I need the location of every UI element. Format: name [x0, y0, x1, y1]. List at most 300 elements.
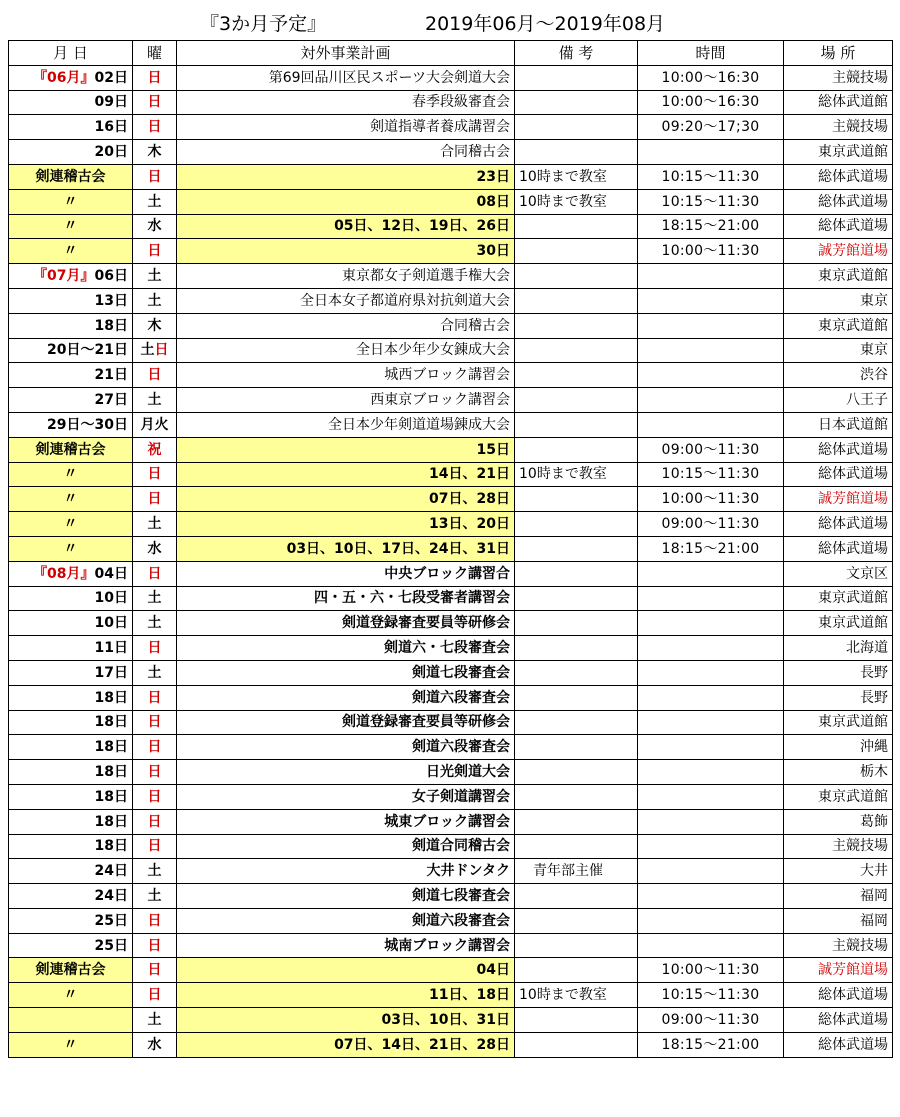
weekday-cell: [133, 338, 177, 363]
date-cell: [9, 65, 133, 90]
place-cell: 福岡: [784, 908, 893, 933]
time-cell: [638, 561, 784, 586]
note-cell: [515, 735, 638, 760]
weekday-label: 土: [147, 887, 162, 904]
date-cell: [9, 214, 133, 239]
date-label: 25日: [94, 912, 128, 929]
event-cell: 07日、28日: [177, 487, 515, 512]
time-cell: 10:00～11:30: [638, 958, 784, 983]
table-row: [9, 288, 893, 313]
weekday-cell: [133, 288, 177, 313]
table-row: [9, 412, 893, 437]
place-cell: 総体武道場: [784, 189, 893, 214]
date-label: 20日: [94, 144, 128, 161]
month-label: 『06月』: [33, 69, 95, 86]
date-label: 27日: [94, 392, 128, 409]
note-cell: [515, 611, 638, 636]
time-cell: [638, 834, 784, 859]
weekday-cell: [133, 90, 177, 115]
weekday-label: 祝: [147, 441, 162, 458]
date-label: 25日: [94, 937, 128, 954]
place-cell: 総体武道場: [784, 1008, 893, 1033]
note-cell: [515, 809, 638, 834]
date-cell: [9, 264, 133, 289]
weekday-cell: [133, 1032, 177, 1057]
event-cell: 女子剣道講習会: [177, 784, 515, 809]
note-cell: [515, 214, 638, 239]
place-cell: 主競技場: [784, 115, 893, 140]
table-row: [9, 859, 893, 884]
place-cell: 東京: [784, 288, 893, 313]
table-row: [9, 1032, 893, 1057]
weekday-label: 日: [147, 243, 162, 260]
event-cell: 城西ブロック講習会: [177, 363, 515, 388]
weekday-label: 日: [147, 69, 162, 86]
note-cell: [515, 288, 638, 313]
note-cell: [515, 437, 638, 462]
weekday-cell: [133, 685, 177, 710]
time-cell: 09:20～17;30: [638, 115, 784, 140]
date-label: 18日: [94, 714, 128, 731]
place-cell: 総体武道場: [784, 536, 893, 561]
place-cell: 葛飾: [784, 809, 893, 834]
note-cell: [515, 363, 638, 388]
weekday-label: 日: [154, 342, 169, 359]
date-cell: [9, 512, 133, 537]
event-cell: 合同稽古会: [177, 140, 515, 165]
table-row: [9, 487, 893, 512]
note-cell: [515, 536, 638, 561]
place-cell: 東京武道館: [784, 611, 893, 636]
event-cell: 春季段級審査会: [177, 90, 515, 115]
date-label: 18日: [94, 739, 128, 756]
weekday-label: 日: [147, 168, 162, 185]
date-label: 18日: [94, 813, 128, 830]
weekday-cell: [133, 908, 177, 933]
date-cell: [9, 760, 133, 785]
note-cell: [515, 884, 638, 909]
date-cell: [9, 660, 133, 685]
schedule-body: [9, 65, 893, 1057]
table-row: [9, 164, 893, 189]
time-cell: [638, 636, 784, 661]
time-cell: [638, 611, 784, 636]
date-label: 02日: [94, 69, 128, 86]
time-cell: [638, 660, 784, 685]
event-cell: 東京都女子剣道選手権大会: [177, 264, 515, 289]
weekday-label: 土: [140, 342, 155, 359]
note-cell: [515, 660, 638, 685]
time-cell: 18:15～21:00: [638, 536, 784, 561]
date-cell: [9, 239, 133, 264]
time-cell: 10:15～11:30: [638, 462, 784, 487]
weekday-cell: [133, 735, 177, 760]
date-cell: [9, 363, 133, 388]
time-cell: 10:00～16:30: [638, 65, 784, 90]
event-cell: 大井ドンタク: [177, 859, 515, 884]
weekday-cell: [133, 189, 177, 214]
time-cell: [638, 760, 784, 785]
date-label: 18日: [94, 764, 128, 780]
date-cell: [9, 983, 133, 1008]
date-label: 24日: [94, 887, 128, 904]
weekday-cell: [133, 140, 177, 165]
date-label: 〃: [63, 218, 78, 235]
weekday-label: 日: [147, 367, 162, 384]
note-cell: [515, 561, 638, 586]
weekday-cell: [133, 884, 177, 909]
weekday-cell: [133, 214, 177, 239]
weekday-cell: [133, 462, 177, 487]
date-cell: [9, 412, 133, 437]
weekday-label: 水: [147, 540, 162, 557]
note-cell: [515, 636, 638, 661]
date-cell: [9, 437, 133, 462]
date-label: 剣連稽古会: [35, 441, 106, 458]
event-cell: 全日本少年少女錬成大会: [177, 338, 515, 363]
note-cell: [515, 1032, 638, 1057]
place-cell: 総体武道場: [784, 1032, 893, 1057]
event-cell: 剣道登録審査要員等研修会: [177, 611, 515, 636]
place-cell: 栃木: [784, 760, 893, 785]
header-note: 備 考: [515, 41, 638, 66]
date-cell: [9, 288, 133, 313]
time-cell: [638, 140, 784, 165]
note-cell: [515, 90, 638, 115]
schedule-range: 2019年06月～2019年08月: [425, 13, 666, 35]
header-date: 月 日: [9, 41, 133, 66]
date-label: 09日: [94, 94, 128, 111]
table-row: [9, 784, 893, 809]
weekday-label: 日: [147, 466, 162, 483]
table-row: [9, 189, 893, 214]
weekday-cell: [133, 164, 177, 189]
event-cell: 四・五・六・七段受審者講習会: [177, 586, 515, 611]
place-cell: 沖縄: [784, 735, 893, 760]
weekday-cell: [133, 611, 177, 636]
weekday-label: 日: [147, 788, 162, 805]
table-row: [9, 264, 893, 289]
note-cell: 10時まで教室: [515, 164, 638, 189]
time-cell: 18:15～21:00: [638, 214, 784, 239]
time-cell: [638, 685, 784, 710]
date-cell: [9, 933, 133, 958]
note-cell: [515, 264, 638, 289]
event-cell: 剣道六段審査会: [177, 908, 515, 933]
time-cell: 09:00～11:30: [638, 512, 784, 537]
weekday-label: 土: [147, 193, 162, 210]
event-cell: 中央ブロック講習合: [177, 561, 515, 586]
weekday-label: 日: [147, 912, 162, 929]
weekday-cell: [133, 1008, 177, 1033]
event-cell: 14日、21日: [177, 462, 515, 487]
event-cell: 08日: [177, 189, 515, 214]
weekday-label: 土: [147, 292, 162, 309]
date-cell: [9, 1032, 133, 1057]
weekday-label: 月火: [140, 416, 169, 433]
table-row: [9, 115, 893, 140]
table-row: [9, 388, 893, 413]
table-row: [9, 958, 893, 983]
note-cell: [515, 313, 638, 338]
event-cell: 05日、12日、19日、26日: [177, 214, 515, 239]
time-cell: 18:15～21:00: [638, 1032, 784, 1057]
place-cell: 北海道: [784, 636, 893, 661]
weekday-label: 日: [147, 813, 162, 830]
date-cell: [9, 809, 133, 834]
weekday-label: 日: [147, 640, 162, 657]
date-label: 13日: [94, 292, 128, 309]
place-cell: 東京: [784, 338, 893, 363]
weekday-cell: [133, 412, 177, 437]
event-cell: 剣道七段審査会: [177, 884, 515, 909]
time-cell: [638, 908, 784, 933]
event-cell: 23日: [177, 164, 515, 189]
weekday-cell: [133, 115, 177, 140]
table-row: [9, 933, 893, 958]
weekday-cell: [133, 239, 177, 264]
time-cell: [638, 735, 784, 760]
date-cell: [9, 140, 133, 165]
date-label: 04日: [94, 565, 128, 582]
weekday-label: 水: [147, 218, 162, 235]
table-row: [9, 834, 893, 859]
event-cell: 城南ブロック講習会: [177, 933, 515, 958]
place-cell: 日本武道館: [784, 412, 893, 437]
time-cell: 10:15～11:30: [638, 189, 784, 214]
date-label: 〃: [63, 243, 78, 260]
event-cell: 13日、20日: [177, 512, 515, 537]
date-cell: [9, 338, 133, 363]
weekday-cell: [133, 536, 177, 561]
date-label: 18日: [94, 838, 128, 855]
table-row: [9, 140, 893, 165]
table-row: [9, 536, 893, 561]
date-cell: [9, 189, 133, 214]
event-cell: 剣道六段審査会: [177, 735, 515, 760]
time-cell: [638, 933, 784, 958]
weekday-label: 木: [147, 317, 162, 334]
date-label: 〃: [63, 466, 78, 483]
table-row: [9, 363, 893, 388]
note-cell: [515, 958, 638, 983]
weekday-cell: [133, 958, 177, 983]
table-row: [9, 338, 893, 363]
time-cell: 10:00～11:30: [638, 239, 784, 264]
place-cell: 総体武道場: [784, 462, 893, 487]
event-cell: 11日、18日: [177, 983, 515, 1008]
note-cell: [515, 784, 638, 809]
date-label: 18日: [94, 317, 128, 334]
event-cell: 第69回品川区民スポーツ大会剣道大会: [177, 65, 515, 90]
schedule-title: 『3か月予定』: [200, 13, 327, 35]
table-row: [9, 809, 893, 834]
note-cell: [515, 760, 638, 785]
table-row: [9, 735, 893, 760]
weekday-label: 木: [147, 144, 162, 161]
note-cell: 10時まで教室: [515, 462, 638, 487]
table-row: [9, 313, 893, 338]
time-cell: [638, 809, 784, 834]
date-label: 24日: [94, 863, 128, 880]
weekday-label: 日: [147, 764, 162, 780]
header-event: 対外事業計画: [177, 41, 515, 66]
note-cell: [515, 512, 638, 537]
table-row: [9, 685, 893, 710]
date-cell: [9, 735, 133, 760]
event-cell: 剣道指導者養成講習会: [177, 115, 515, 140]
month-label: 『08月』: [33, 565, 95, 582]
weekday-label: 土: [147, 590, 162, 607]
time-cell: [638, 264, 784, 289]
time-cell: 10:00～16:30: [638, 90, 784, 115]
date-label: 〃: [63, 193, 78, 210]
event-cell: 全日本女子都道府県対抗剣道大会: [177, 288, 515, 313]
date-label: 06日: [94, 268, 128, 285]
place-cell: 福岡: [784, 884, 893, 909]
place-cell: 総体武道館: [784, 90, 893, 115]
note-cell: [515, 65, 638, 90]
month-label: 『07月』: [33, 268, 95, 285]
table-row: [9, 884, 893, 909]
date-label: 29日～30日: [47, 416, 128, 433]
table-row: [9, 636, 893, 661]
event-cell: 全日本少年剣道道場錬成大会: [177, 412, 515, 437]
date-label: 20日～21日: [47, 342, 128, 359]
weekday-cell: [133, 760, 177, 785]
time-cell: [638, 412, 784, 437]
place-cell: 主競技場: [784, 65, 893, 90]
date-cell: [9, 487, 133, 512]
weekday-cell: [133, 809, 177, 834]
note-cell: [515, 412, 638, 437]
note-cell: [515, 586, 638, 611]
place-cell: 総体武道場: [784, 164, 893, 189]
note-cell: [515, 908, 638, 933]
weekday-label: 土: [147, 268, 162, 285]
place-cell: 総体武道場: [784, 983, 893, 1008]
weekday-cell: [133, 437, 177, 462]
weekday-cell: [133, 859, 177, 884]
table-row: [9, 586, 893, 611]
place-cell: 東京武道館: [784, 586, 893, 611]
place-cell: 東京武道館: [784, 140, 893, 165]
weekday-cell: [133, 710, 177, 735]
date-label: 11日: [94, 640, 128, 657]
time-cell: [638, 784, 784, 809]
table-row: [9, 1008, 893, 1033]
note-cell: [515, 388, 638, 413]
event-cell: 西東京ブロック講習会: [177, 388, 515, 413]
note-cell: [515, 140, 638, 165]
place-cell: 渋谷: [784, 363, 893, 388]
time-cell: [638, 884, 784, 909]
date-label: 18日: [94, 788, 128, 805]
schedule-header: [0, 6, 900, 36]
table-row: [9, 462, 893, 487]
place-cell: 誠芳館道場: [784, 487, 893, 512]
time-cell: 10:15～11:30: [638, 983, 784, 1008]
weekday-label: 土: [147, 516, 162, 533]
table-row: [9, 214, 893, 239]
table-header-row: [9, 41, 893, 66]
weekday-label: 土: [147, 392, 162, 409]
weekday-label: 土: [147, 664, 162, 681]
time-cell: [638, 313, 784, 338]
note-cell: [515, 487, 638, 512]
place-cell: 主競技場: [784, 933, 893, 958]
note-cell: 10時まで教室: [515, 189, 638, 214]
weekday-label: 日: [147, 119, 162, 136]
note-cell: [515, 685, 638, 710]
date-cell: [9, 313, 133, 338]
weekday-cell: [133, 636, 177, 661]
date-label: 〃: [63, 516, 78, 533]
date-cell: [9, 884, 133, 909]
weekday-cell: [133, 487, 177, 512]
weekday-label: 日: [147, 838, 162, 855]
date-cell: [9, 90, 133, 115]
date-cell: [9, 859, 133, 884]
table-row: [9, 65, 893, 90]
weekday-label: 土: [147, 615, 162, 632]
date-label: 21日: [94, 367, 128, 384]
date-cell: [9, 958, 133, 983]
date-label: 〃: [63, 491, 78, 508]
date-cell: [9, 710, 133, 735]
event-cell: 剣道七段審査会: [177, 660, 515, 685]
table-row: [9, 90, 893, 115]
date-cell: [9, 586, 133, 611]
event-cell: 剣道六段審査会: [177, 685, 515, 710]
place-cell: 総体武道場: [784, 512, 893, 537]
table-row: [9, 561, 893, 586]
date-cell: [9, 536, 133, 561]
weekday-cell: [133, 784, 177, 809]
time-cell: 09:00～11:30: [638, 1008, 784, 1033]
header-time: 時間: [638, 41, 784, 66]
event-cell: 剣道六・七段審査会: [177, 636, 515, 661]
time-cell: [638, 338, 784, 363]
header-day: 曜: [133, 41, 177, 66]
note-cell: 10時まで教室: [515, 983, 638, 1008]
date-cell: [9, 1008, 133, 1033]
date-label: 剣連稽古会: [35, 962, 106, 979]
table-row: [9, 908, 893, 933]
table-row: [9, 512, 893, 537]
event-cell: 30日: [177, 239, 515, 264]
weekday-label: 日: [147, 94, 162, 111]
weekday-cell: [133, 512, 177, 537]
time-cell: 09:00～11:30: [638, 437, 784, 462]
weekday-cell: [133, 313, 177, 338]
weekday-label: 日: [147, 714, 162, 731]
table-row: [9, 611, 893, 636]
event-cell: 日光剣道大会: [177, 760, 515, 785]
weekday-cell: [133, 264, 177, 289]
place-cell: 総体武道場: [784, 214, 893, 239]
event-cell: 合同稽古会: [177, 313, 515, 338]
event-cell: 城東ブロック講習会: [177, 809, 515, 834]
place-cell: 誠芳館道場: [784, 958, 893, 983]
note-cell: [515, 338, 638, 363]
event-cell: 03日、10日、31日: [177, 1008, 515, 1033]
date-label: 〃: [63, 540, 78, 557]
time-cell: [638, 363, 784, 388]
place-cell: 東京武道館: [784, 264, 893, 289]
weekday-cell: [133, 933, 177, 958]
date-cell: [9, 636, 133, 661]
